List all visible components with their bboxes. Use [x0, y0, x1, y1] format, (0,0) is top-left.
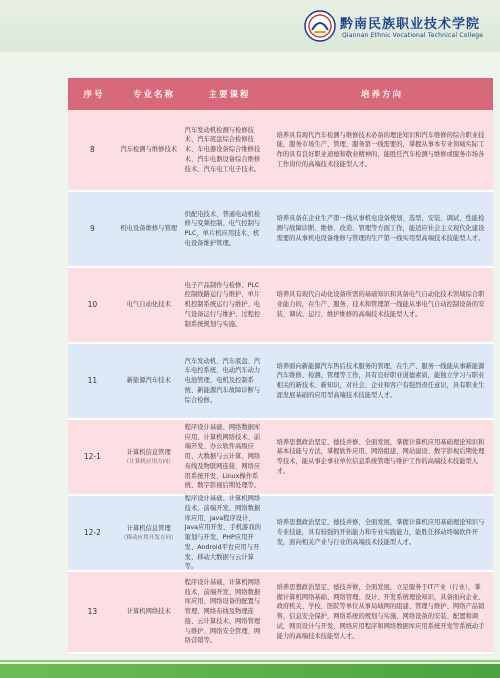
page-header — [0, 0, 500, 52]
col-header-courses: 主要课程 — [208, 90, 251, 100]
direction-cell: 培养面向新能源汽车售后技术服务的管理，在生产、服务一线能从事新能源汽车维修、检测、管理等工作，具有良好职业道德素质，能独立学习与职业相关的新技术、新知识，对社会、企业和客户有强烈责任意识，具有职业生涯发展基础的应用型高端技术技能型人才。 — [276, 362, 485, 399]
major-name: 汽车检测与维修技术 — [120, 146, 178, 154]
table-row — [68, 110, 493, 192]
table-row — [68, 496, 493, 572]
row-number: 13 — [87, 607, 98, 617]
col-header-no: 序号 — [83, 90, 105, 100]
row-number: 12-2 — [83, 528, 101, 538]
direction-cell: 培养具备在企业生产第一线从事机电设备规划、选型、安装、调试、性能检测与故障诊断、维修、改造、管理等方面工作，能适应社会主义现代化建设需要的从事机电设备维修与管理的生产第一线实用型高端技术技能型人才。 — [276, 215, 485, 242]
majors-table — [68, 78, 493, 654]
row-number: 12-1 — [83, 452, 101, 462]
courses-cell: 电子产品制作与检修、PLC控制线路运行与维护、单片机控制系统运行与维护、电气设备运行与维护、过程控制系统规划与实施。 — [184, 281, 261, 328]
row-number: 11 — [87, 376, 98, 386]
courses-cell: 汽车发动机检测与检修技术、汽车底盘综合检修技术、车电器设备综合维修技术、汽车电器设备综合维修技术、汽车电工电子技术。 — [184, 126, 261, 173]
direction-cell: 培养思想政治坚定、德技并修、全面发展，掌握计算机应用基础理论知识和基本技能与方法，掌握软件应用、网络组建、网站建设、数字影视后期处理等技术，能从事企事业单位信息系统管理与维护工作的高端技术技能型人才。 — [276, 438, 485, 475]
courses-cell: 程序设计基础、计算机网络技术、前端开发、网络数据库应用、网络设备的配置与管理、网络布线及物理连接、云计算技术、网络管理与维护、网络安全管理、网络营销等。 — [184, 578, 261, 645]
direction-cell: 培养具有现代自动化设备所需的基础知识和具备电气自动化技术领域综合职业能力的，在生产、服务、技术和管理第一线能从事电气自动控制设备的安装、调试、运行、维护维修的高端技术技能型人才。 — [276, 291, 485, 318]
row-number: 8 — [90, 145, 95, 155]
major-name: 计算机信息管理 （计算机应用方向） — [123, 448, 174, 465]
courses-cell: 程序设计基础、网络数据库应用、计算机网络技术、前端开发、办公软件高级应用、大数据与云计算、网络布线及物联网连接、网络应用系统开发、Linux操作系统、数字影视后期处理等。 — [184, 423, 261, 490]
courses-cell: 供配电技术、普通电动机检修与变频控制、电气控制与PLC、单片机应用技术、机电设备维护管理。 — [184, 210, 261, 247]
major-name: 计算机信息管理 （移动应用开发方向） — [120, 524, 177, 541]
col-header-major: 专业名称 — [132, 90, 175, 100]
table-row — [68, 192, 493, 268]
table-row — [68, 268, 493, 344]
major-name: 机电设备维修与管理 — [120, 225, 178, 233]
footer-line — [0, 660, 500, 662]
row-number: 10 — [87, 300, 98, 310]
major-name: 新能源汽车技术 — [126, 377, 171, 385]
footer-bar — [0, 664, 500, 678]
college-logo-icon — [304, 10, 336, 42]
major-name: 电气自动化技术 — [126, 301, 171, 309]
courses-cell: 汽车发动机、汽车底盘、汽车电控系统、电动汽车动力电池管理、电机及控制系统、新能源汽车故障诊断与综合检修。 — [184, 357, 261, 404]
table-row — [68, 572, 493, 654]
col-header-direction: 培养方向 — [360, 90, 403, 100]
table-header-row — [68, 78, 493, 110]
row-number: 9 — [90, 224, 95, 234]
school-name-cn: 黔南民族职业技术学院 — [340, 17, 481, 32]
direction-cell: 培养思想政治坚定，德技并修，全面发展，立足服务于IT产业（行业），掌握计算机网络基础、网络管理、设计、开发系统理论知识，具备面向企业、政府机关、学校、医院等单位从事局域网的组建、管理与维护、网络产品销售，信息安全保护，网络系统的规划与实施，网络设备的安装、配置和调试，网页设计与开发，网络应用程序和网络数据库应用系统开发等系统动手能力的高端技术技能型人才。 — [276, 583, 485, 640]
direction-cell: 培养思想政治坚定，德技并修，全面发展，掌握计算机应用基础理论知识与专业技能，具有较强的开拓能力和专业实践能力，能胜任移动终端软件开发，面向相关产业与行业的高端技术技能型人才。 — [276, 519, 485, 546]
direction-cell: 培养具有现代汽车检测与维修技术必备的理论知识和汽车维修的综合职业技能，服务市场生产、管理、服务第一线需要的，掌握从事本专业领域实际工作的具有良好职业道德和敬业精神的，能胜任汽车检测与维修或服务市场各工作岗位的高端技术技能型人才。 — [276, 131, 485, 168]
courses-cell: 程序设计基础、计算机网络技术、前端开发、网络数据库应用、Java程序设计、Java应用开发、手机游戏的策划与开发、PHP应用开发、Android平台应用与开发、移动大数据与云计算等。 — [184, 495, 261, 571]
table-row — [68, 344, 493, 420]
table-row — [68, 420, 493, 496]
major-name: 计算机网络技术 — [126, 608, 171, 616]
school-name-en: Qiannan Ethnic Vocational Technical College — [342, 32, 484, 39]
